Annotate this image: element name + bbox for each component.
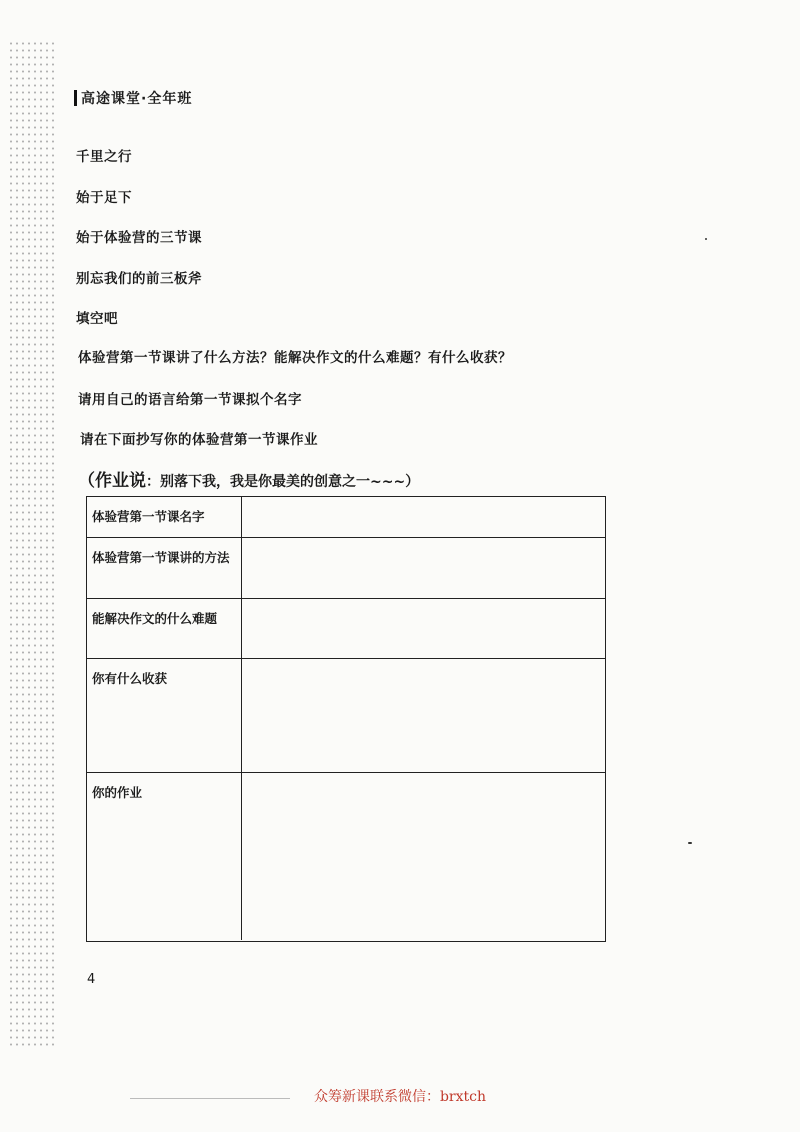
note-body: 别落下我，我是你最美的创意之一~~~） bbox=[160, 474, 420, 490]
table-row bbox=[87, 538, 605, 599]
binding-dot-margin bbox=[8, 40, 58, 1050]
answer-cell-problem[interactable] bbox=[242, 599, 605, 658]
row-label: 你有什么收获 bbox=[87, 659, 242, 772]
page-number: 4 bbox=[87, 972, 96, 987]
row-label: 体验营第一节课名字 bbox=[87, 497, 242, 537]
text-line-2: 始于足下 bbox=[76, 190, 132, 206]
scan-speck bbox=[705, 238, 707, 240]
text-line-8: 请在下面抄写你的体验营第一节课作业 bbox=[80, 432, 318, 448]
text-line-3: 始于体验营的三节课 bbox=[76, 230, 202, 246]
answer-cell-method[interactable] bbox=[242, 538, 605, 598]
answer-cell-homework[interactable] bbox=[242, 773, 605, 940]
header-bar bbox=[74, 90, 77, 106]
answer-cell-course-name[interactable] bbox=[242, 497, 605, 537]
homework-note bbox=[78, 466, 419, 491]
note-open: （ bbox=[78, 471, 95, 491]
row-label: 体验营第一节课讲的方法 bbox=[87, 538, 242, 598]
table-row bbox=[87, 497, 605, 538]
page-header bbox=[74, 88, 192, 108]
text-line-4: 别忘我们的前三板斧 bbox=[76, 271, 202, 287]
row-label: 你的作业 bbox=[87, 773, 242, 940]
text-line-7: 请用自己的语言给第一节课拟个名字 bbox=[78, 392, 302, 408]
table-row bbox=[87, 773, 605, 940]
answer-cell-gains[interactable] bbox=[242, 659, 605, 772]
homework-table bbox=[86, 496, 606, 942]
text-line-6: 体验营第一节课讲了什么方法？能解决作文的什么难题？有什么收获？ bbox=[78, 350, 512, 366]
table-row bbox=[87, 659, 605, 773]
table-row bbox=[87, 599, 605, 659]
header-title: 高途课堂·全年班 bbox=[81, 91, 193, 107]
text-line-5: 填空吧 bbox=[76, 311, 118, 327]
note-colon: ： bbox=[146, 474, 160, 490]
footer-watermark: 众筹新课联系微信：brxtch bbox=[313, 1089, 487, 1105]
scan-speck bbox=[688, 842, 692, 844]
note-title: 作业说 bbox=[95, 471, 146, 491]
row-label: 能解决作文的什么难题 bbox=[87, 599, 242, 658]
text-line-1: 千里之行 bbox=[76, 149, 132, 165]
